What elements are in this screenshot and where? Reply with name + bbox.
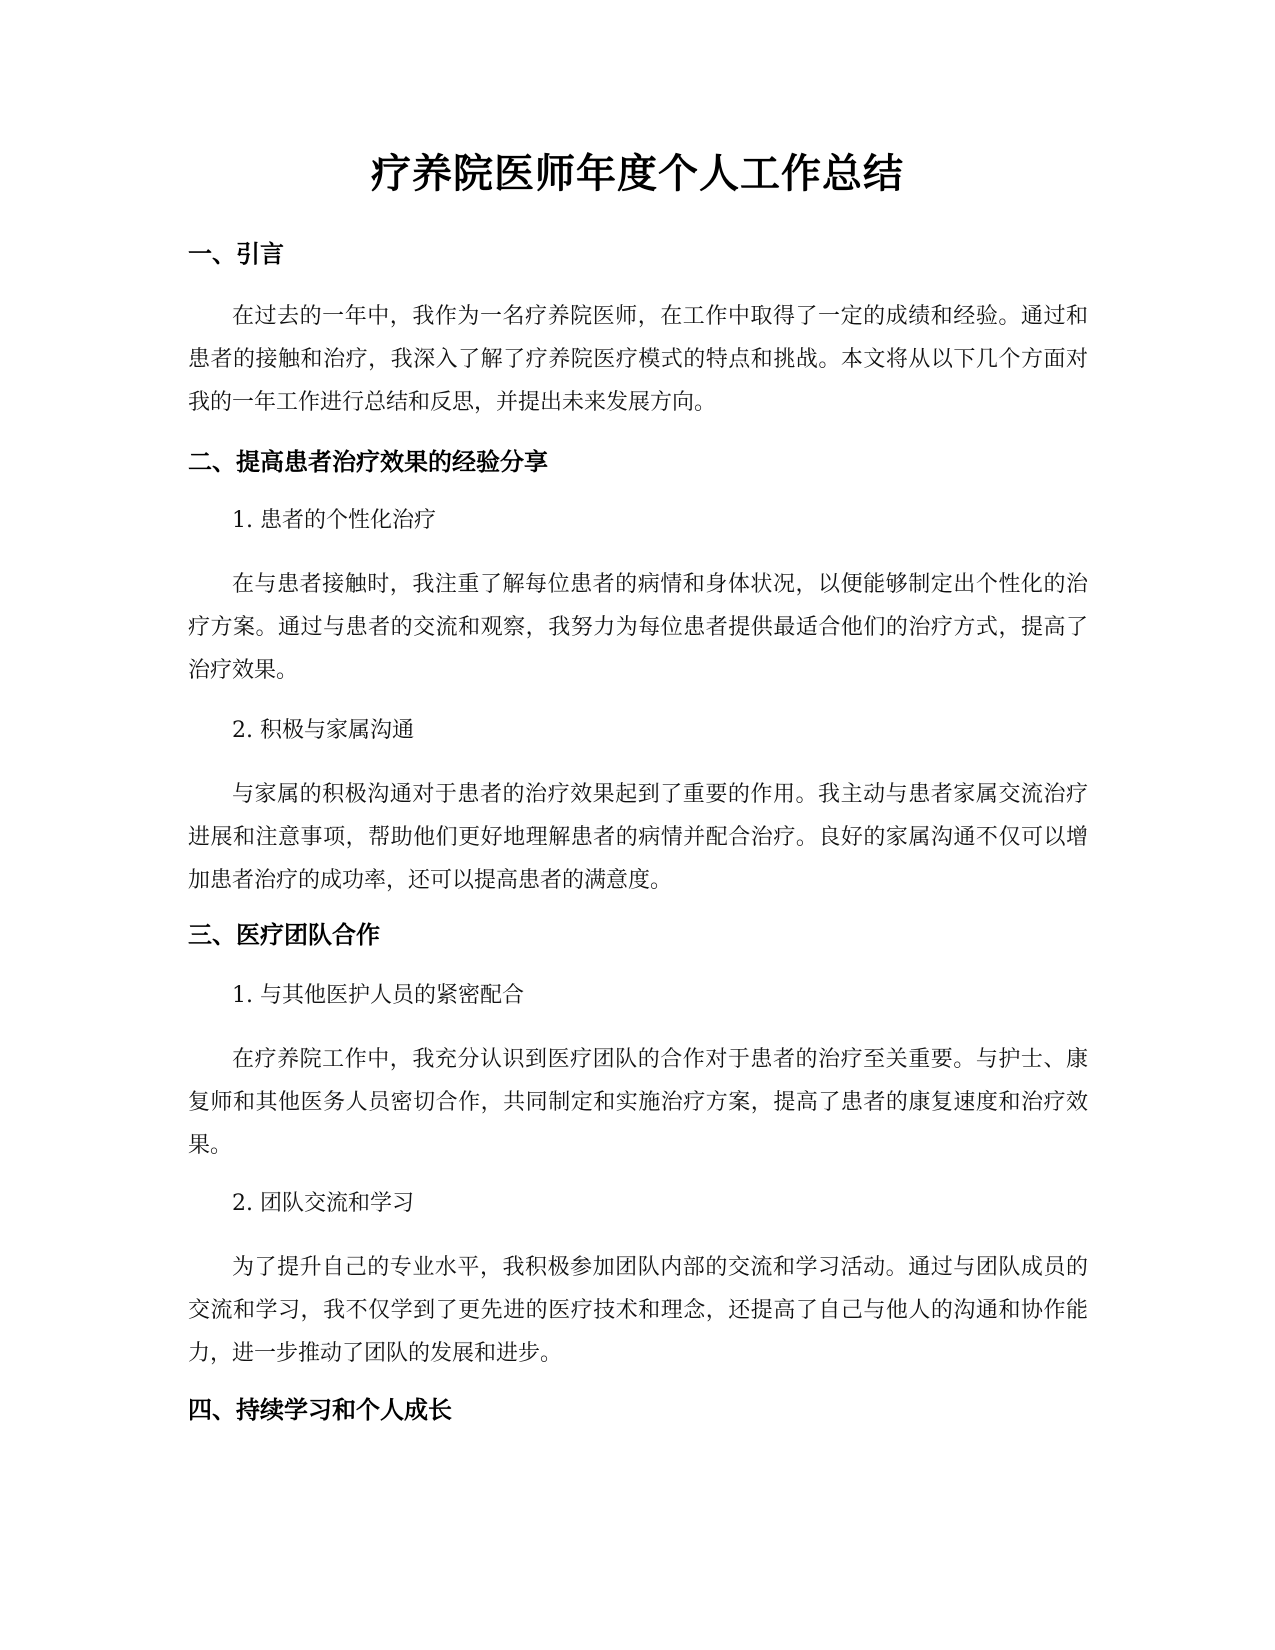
section-heading-teamwork: 三、医疗团队合作 (188, 921, 380, 949)
subitem-paragraph-team-learning: 为了提升自己的专业水平，我积极参加团队内部的交流和学习活动。通过与团队成员的交流和学习，我不仅学到了更先进的医疗技术和理念，还提高了自己与他人的沟通和协作能力，进一步推动了团队的发展和进步。 (188, 1255, 1088, 1366)
section-heading-growth: 四、持续学习和个人成长 (188, 1396, 452, 1424)
section-paragraph-intro: 在过去的一年中，我作为一名疗养院医师，在工作中取得了一定的成绩和经验。通过和患者的接触和治疗，我深入了解了疗养院医疗模式的特点和挑战。本文将从以下几个方面对我的一年工作进行总结和反思，并提出未来发展方向。 (188, 304, 1088, 415)
subitem-paragraph-cooperation: 在疗养院工作中，我充分认识到医疗团队的合作对于患者的治疗至关重要。与护士、康复师和其他医务人员密切合作，共同制定和实施治疗方案，提高了患者的康复速度和治疗效果。 (188, 1047, 1088, 1158)
document-title: 疗养院医师年度个人工作总结 (371, 151, 904, 197)
subitem-paragraph-personalized: 在与患者接触时，我注重了解每位患者的病情和身体状况，以便能够制定出个性化的治疗方案。通过与患者的交流和观察，我努力为每位患者提供最适合他们的治疗方式，提高了治疗效果。 (188, 572, 1088, 683)
subitem-label-family: 2. 积极与家属沟通 (232, 718, 414, 743)
section-heading-intro: 一、引言 (188, 240, 284, 268)
subitem-label-cooperation: 1. 与其他医护人员的紧密配合 (232, 983, 524, 1008)
subitem-label-personalized: 1. 患者的个性化治疗 (232, 508, 436, 533)
subitem-label-team-learning: 2. 团队交流和学习 (232, 1191, 414, 1216)
subitem-paragraph-family: 与家属的积极沟通对于患者的治疗效果起到了重要的作用。我主动与患者家属交流治疗进展和注意事项，帮助他们更好地理解患者的病情并配合治疗。良好的家属沟通不仅可以增加患者治疗的成功率，还可以提高患者的满意度。 (188, 782, 1088, 893)
section-heading-treatment: 二、提高患者治疗效果的经验分享 (188, 448, 548, 476)
